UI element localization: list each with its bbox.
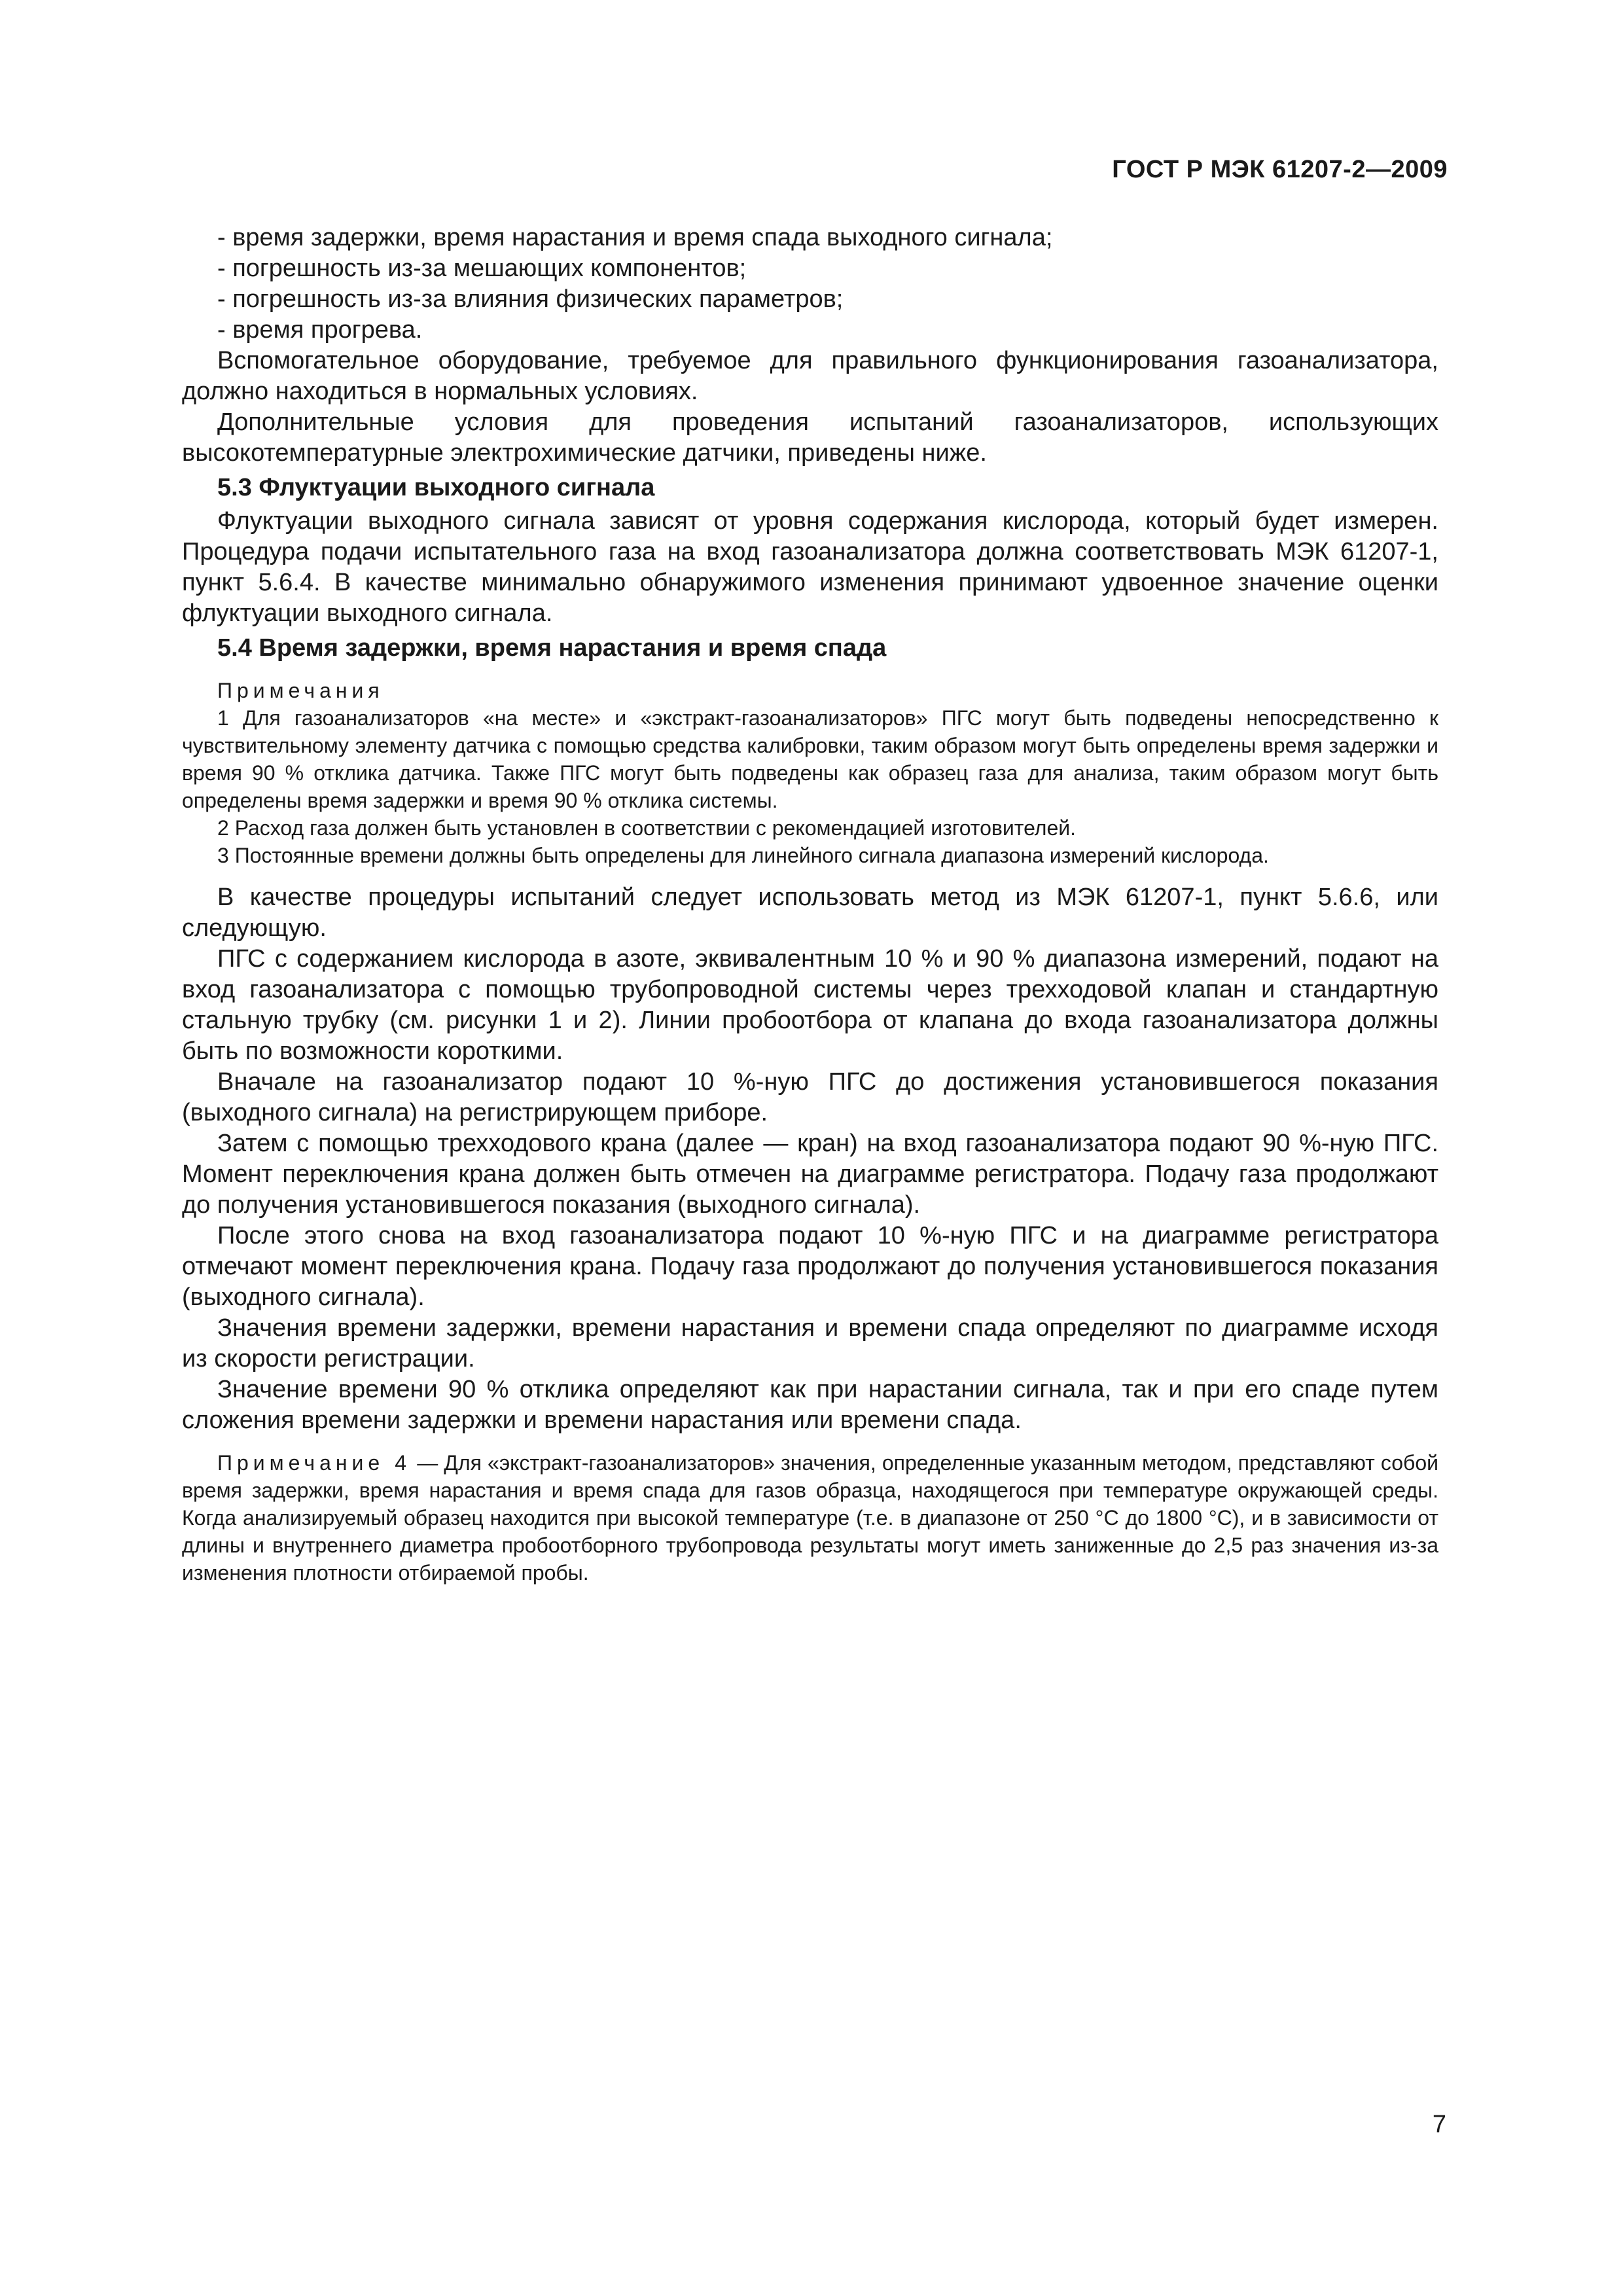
- paragraph: В качестве процедуры испытаний следует использовать метод из МЭК 61207-1, пункт 5.6.6, или следующую.: [182, 884, 1438, 942]
- paragraph: Значение времени 90 % отклика определяют как при нарастании сигнала, так и при его спаде путем сложения времени задержки и времени нарастания или времени спада.: [182, 1376, 1438, 1434]
- notes-title: Примечания: [217, 679, 384, 702]
- paragraph: ПГС с содержанием кислорода в азоте, эквивалентным 10 % и 90 % диапазона измерений, подают на вход газоанализатора с помощью трубопроводной системы через трехходовой клапан и стандартную стальную трубку (см. рисунки 1 и 2). Линии пробоотбора от клапана до входа газоанализатора должны быть по возможности короткими.: [182, 945, 1438, 1065]
- page-number: 7: [1432, 2111, 1446, 2138]
- standard-code: ГОСТ Р МЭК 61207-2—2009: [1112, 156, 1448, 183]
- note-4-label: Примечание 4: [217, 1451, 412, 1475]
- note-item: 3 Постоянные времени должны быть определены для линейного сигнала диапазона измерений кислорода.: [217, 844, 1269, 867]
- list-item: - погрешность из-за мешающих компонентов;: [217, 255, 747, 282]
- list-item: - время прогрева.: [217, 316, 423, 344]
- paragraph: Вначале на газоанализатор подают 10 %-ную ПГС до достижения установившегося показания (выходного сигнала) на регистрирующем приборе.: [182, 1068, 1438, 1126]
- paragraph-additional-conditions: Дополнительные условия для проведения испытаний газоанализаторов, использующих высокотемпературные электрохимические датчики, приведены ниже.: [182, 408, 1438, 467]
- note-item: 2 Расход газа должен быть установлен в соответствии с рекомендацией изготовителей.: [217, 816, 1077, 840]
- paragraph: Затем с помощью трехходового крана (далее — кран) на вход газоанализатора подают 90 %-ную ПГС. Момент переключения крана должен быть отмечен на диаграмме регистратора. Подачу газа продолжают до получения установившегося показания (выходного сигнала).: [182, 1130, 1438, 1219]
- paragraph: После этого снова на вход газоанализатора подают 10 %-ную ПГС и на диаграмме регистратора отмечают момент переключения крана. Подачу газа продолжают до получения установившегося показания (выходного сигнала).: [182, 1222, 1438, 1311]
- list-item: - погрешность из-за влияния физических параметров;: [217, 285, 844, 313]
- section-5-3-text: Флуктуации выходного сигнала зависят от уровня содержания кислорода, который будет измерен. Процедура подачи испытательного газа на вход газоанализатора должна соответствовать МЭК 61207-1, пункт 5.6.4. В качестве минимально обнаружимого изменения принимают удвоенное значение оценки флуктуации выходного сигнала.: [182, 507, 1438, 627]
- note-4-text: — Для «экстракт-газоанализаторов» значения, определенные указанным методом, представляют собой время задержки, время нарастания и время спада для газов образца, находящегося при температуре окружающей среды. Когда анализируемый образец находится при высокой температуре (т.е. в диапазоне от 250 °С до 1800 °С), и в зависимости от длины и внутреннего диаметра пробоотборного трубопровода результаты могут иметь заниженные до 2,5 раз значения из-за изменения плотности отбираемой пробы.: [182, 1451, 1439, 1585]
- section-heading-5-3: 5.3 Флуктуации выходного сигнала: [217, 474, 655, 501]
- paragraph-aux-equipment: Вспомогательное оборудование, требуемое для правильного функционирования газоанализатора, должно находиться в нормальных условиях.: [182, 347, 1438, 405]
- note-item: 1 Для газоанализаторов «на месте» и «экстракт-газоанализаторов» ПГС могут быть подведены непосредственно к чувствительному элементу датчика с помощью средства калибровки, таким образом могут быть определены время задержки и время 90 % отклика датчика. Также ПГС могут быть подведены как образец газа для анализа, таким образом могут быть определены время задержки и время 90 % отклика системы.: [182, 706, 1438, 812]
- section-heading-5-4: 5.4 Время задержки, время нарастания и время спада: [217, 634, 887, 662]
- paragraph: Значения времени задержки, времени нарастания и времени спада определяют по диаграмме исходя из скорости регистрации.: [182, 1314, 1438, 1372]
- note-4: [182, 1449, 1438, 1587]
- page-content: [182, 223, 1438, 1587]
- list-item: - время задержки, время нарастания и время спада выходного сигнала;: [217, 224, 1053, 251]
